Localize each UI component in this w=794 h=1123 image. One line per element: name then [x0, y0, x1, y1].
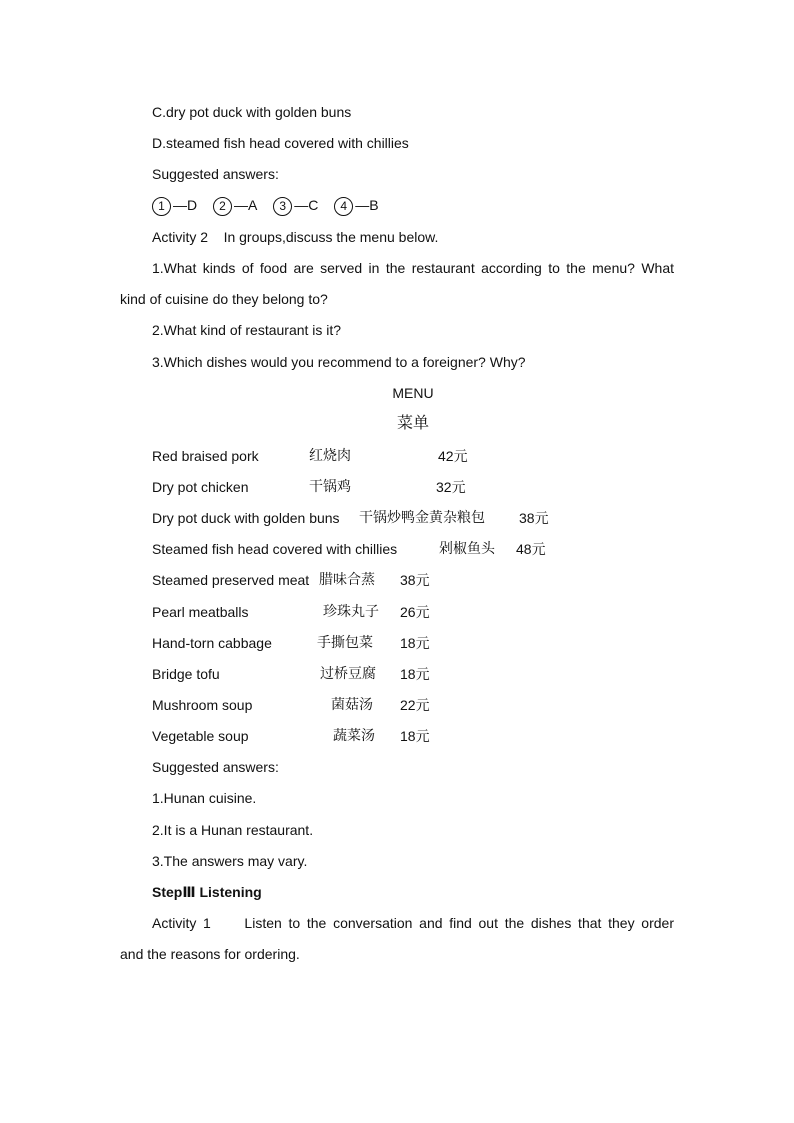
answer-item — [152, 197, 197, 213]
dish-name: Bridge tofu — [152, 666, 220, 682]
dish-name-cn: 珍珠丸子 — [323, 604, 379, 620]
answer-1: 1.Hunan cuisine. — [152, 790, 257, 806]
dish-price: 32元 — [436, 479, 466, 495]
answer-letter: —A — [234, 197, 258, 213]
dish-price: 38元 — [400, 572, 430, 588]
answer-letter: —D — [173, 197, 198, 213]
question-3: 3.Which dishes would you recommend to a foreigner? Why? — [152, 354, 526, 370]
dish-price: 22元 — [400, 697, 430, 713]
dish-name-cn: 蔬菜汤 — [333, 728, 375, 744]
menu-title-cn: 菜单 — [396, 413, 429, 432]
dish-name: Steamed preserved meat — [152, 572, 310, 588]
question-1-line-1: 1.What kinds of food are served in the restaurant according to the menu? What — [152, 260, 674, 276]
answer-letter: —B — [355, 197, 379, 213]
dish-name: Mushroom soup — [152, 697, 253, 713]
circled-number: 1 — [152, 197, 171, 216]
activity-1-line-2: and the reasons for ordering. — [120, 946, 300, 962]
dish-name: Steamed fish head covered with chillies — [152, 541, 398, 557]
question-1-line-2: kind of cuisine do they belong to? — [120, 291, 328, 307]
dish-price: 38元 — [519, 510, 549, 526]
suggested-answers-label-2: Suggested answers: — [152, 759, 279, 775]
activity-2-heading: Activity 2 In groups,discuss the menu below. — [152, 229, 439, 245]
circled-number: 2 — [213, 197, 232, 216]
answer-item — [213, 197, 257, 213]
dish-price: 18元 — [400, 728, 430, 744]
dish-name: Red braised pork — [152, 448, 259, 464]
dish-name-cn: 干锅鸡 — [309, 479, 351, 495]
answer-item — [273, 197, 318, 213]
dish-name: Dry pot duck with golden buns — [152, 510, 340, 526]
dish-name-cn: 手撕包菜 — [317, 635, 373, 651]
suggested-answers-label: Suggested answers: — [152, 166, 279, 182]
dish-name: Pearl meatballs — [152, 604, 249, 620]
question-2: 2.What kind of restaurant is it? — [152, 322, 342, 338]
dish-name-cn: 干锅炒鸭金黄杂粮包 — [359, 510, 485, 526]
answer-key — [152, 195, 391, 216]
answer-3: 3.The answers may vary. — [152, 853, 308, 869]
dish-price: 18元 — [400, 666, 430, 682]
dish-name-cn: 红烧肉 — [309, 448, 351, 464]
option-c: C.dry pot duck with golden buns — [152, 104, 352, 120]
dish-name-cn: 腊味合蒸 — [319, 572, 375, 588]
dish-name: Hand-torn cabbage — [152, 635, 272, 651]
dish-name-cn: 过桥豆腐 — [320, 666, 376, 682]
answer-2: 2.It is a Hunan restaurant. — [152, 822, 314, 838]
circled-number: 3 — [273, 197, 292, 216]
circled-number: 4 — [334, 197, 353, 216]
dish-name: Vegetable soup — [152, 728, 249, 744]
dish-price: 26元 — [400, 604, 430, 620]
step-heading: StepⅢ Listening — [152, 884, 262, 900]
dish-name-cn: 剁椒鱼头 — [439, 541, 495, 557]
dish-name-cn: 菌菇汤 — [331, 697, 373, 713]
dish-price: 18元 — [400, 635, 430, 651]
answer-letter: —C — [294, 197, 319, 213]
answer-item — [334, 197, 378, 213]
dish-price: 48元 — [516, 541, 546, 557]
dish-price: 42元 — [438, 448, 468, 464]
option-d: D.steamed fish head covered with chillies — [152, 135, 409, 151]
dish-name: Dry pot chicken — [152, 479, 249, 495]
activity-1-line-1: Activity 1 Listen to the conversation and find out the dishes that they order — [152, 915, 674, 931]
menu-title: MENU — [392, 385, 434, 401]
